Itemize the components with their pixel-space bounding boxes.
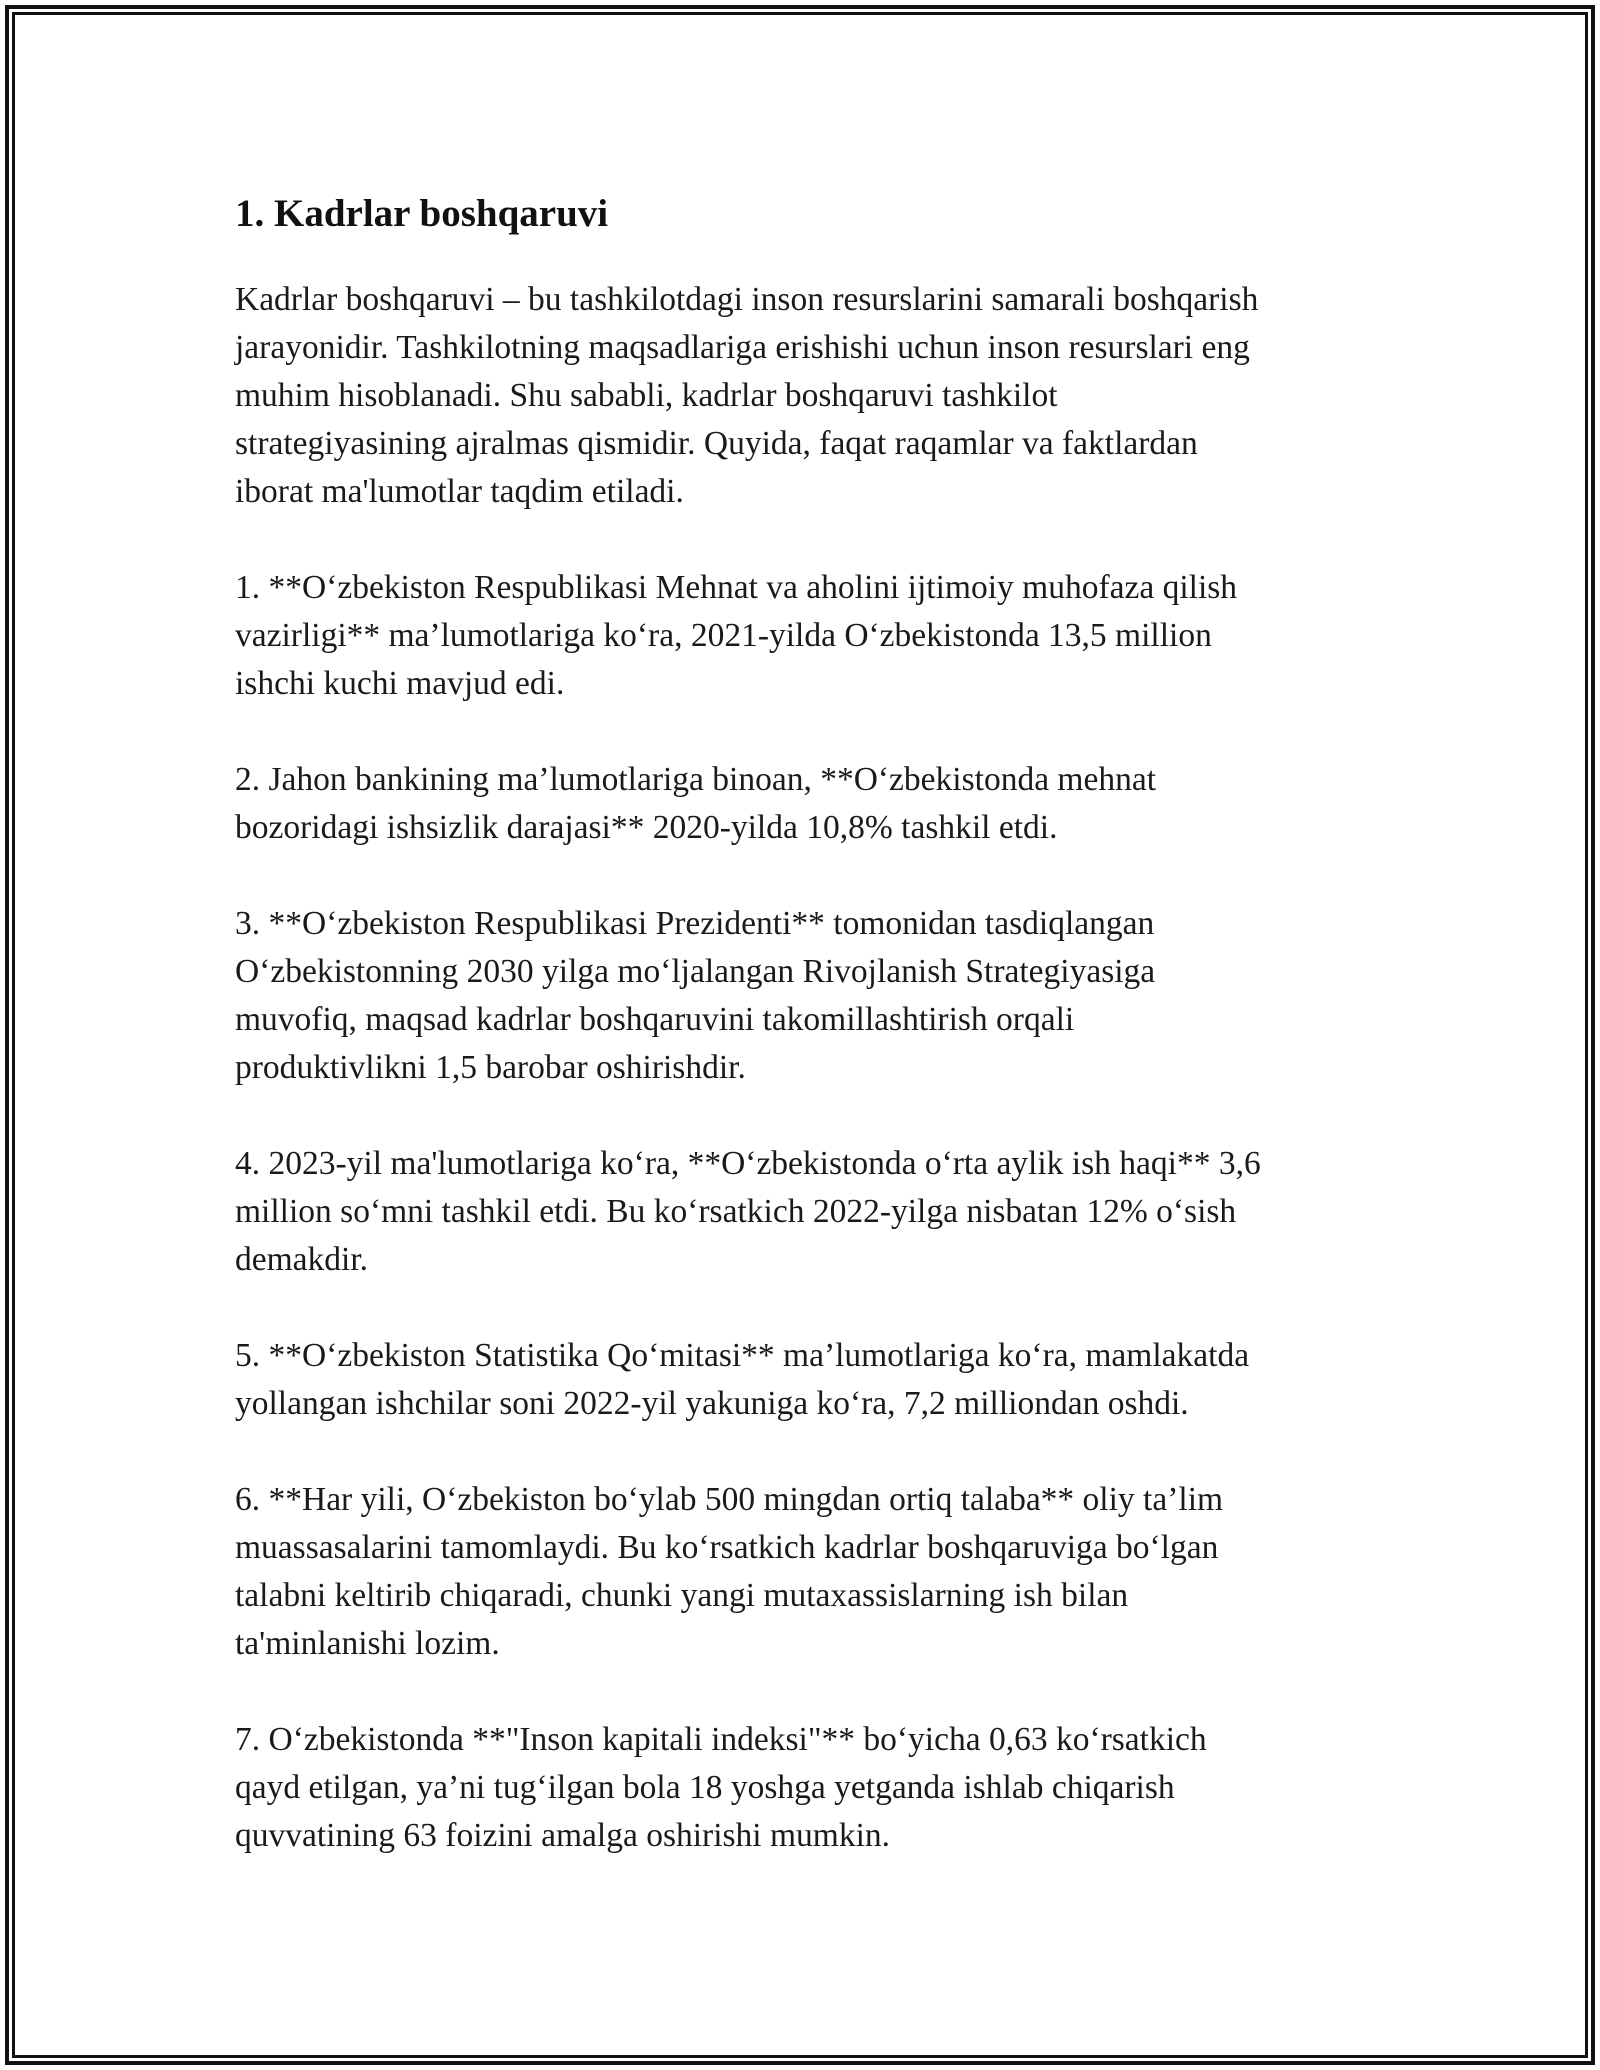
list-item-5: 5. **O‘zbekiston Statistika Qo‘mitasi** ma’lumotlariga ko‘ra, mamlakatda yollangan ishchilar soni 2022-yil yakuniga ko‘ra, 7,2 milliondan oshdi. [235,1337,1250,1422]
list-item-7: 7. O‘zbekistonda **"Inson kapitali indeksi"** bo‘yicha 0,63 ko‘rsatkich qayd etilgan, ya’ni tug‘ilgan bola 18 yoshga yetganda ishlab chiqarish quvvatining 63 foizini amalga oshirishi mumkin. [235,1721,1207,1854]
document-body [235,186,1385,1908]
list-item-6: 6. **Har yili, O‘zbekiston bo‘ylab 500 mingdan ortiq talaba** oliy ta’lim muassasalarini tamomlaydi. Bu ko‘rsatkich kadrlar boshqaruviga bo‘lgan talabni keltirib chiqaradi, chunki yangi mutaxassislarning ish bilan ta'minlanishi lozim. [235,1481,1224,1662]
list-item-2: 2. Jahon bankining ma’lumotlariga binoan, **O‘zbekistonda mehnat bozoridagi ishsizlik darajasi** 2020-yilda 10,8% tashkil etdi. [235,761,1157,846]
intro-paragraph: Kadrlar boshqaruvi – bu tashkilotdagi inson resurslarini samarali boshqarish jarayonidir. Tashkilotning maqsadlariga erishishi uchun inson resurslari eng muhim hisoblanadi. Shu sababli, kadrlar boshqaruvi tashkilot strategiyasining ajralmas qismidir. Quyida, faqat raqamlar va faktlardan iborat ma'lumotlar taqdim etiladi. [235,281,1259,510]
list-item-4: 4. 2023-yil ma'lumotlariga ko‘ra, **O‘zbekistonda o‘rta aylik ish haqi** 3,6 million so‘mni tashkil etdi. Bu ko‘rsatkich 2022-yilga nisbatan 12% o‘sish demakdir. [235,1145,1261,1278]
section-heading: 1. Kadrlar boshqaruvi [235,192,609,235]
list-item-3: 3. **O‘zbekiston Respublikasi Prezidenti** tomonidan tasdiqlangan O‘zbekistonning 2030 yilga mo‘ljalangan Rivojlanish Strategiyasiga muvofiq, maqsad kadrlar boshqaruvini takomillashtirish orqali produktivlikni 1,5 barobar oshirishdir. [235,905,1156,1086]
list-item-1: 1. **O‘zbekiston Respublikasi Mehnat va aholini ijtimoiy muhofaza qilish vazirligi** ma’lumotlariga ko‘ra, 2021-yilda O‘zbekistonda 13,5 million ishchi kuchi mavjud edi. [235,569,1238,702]
